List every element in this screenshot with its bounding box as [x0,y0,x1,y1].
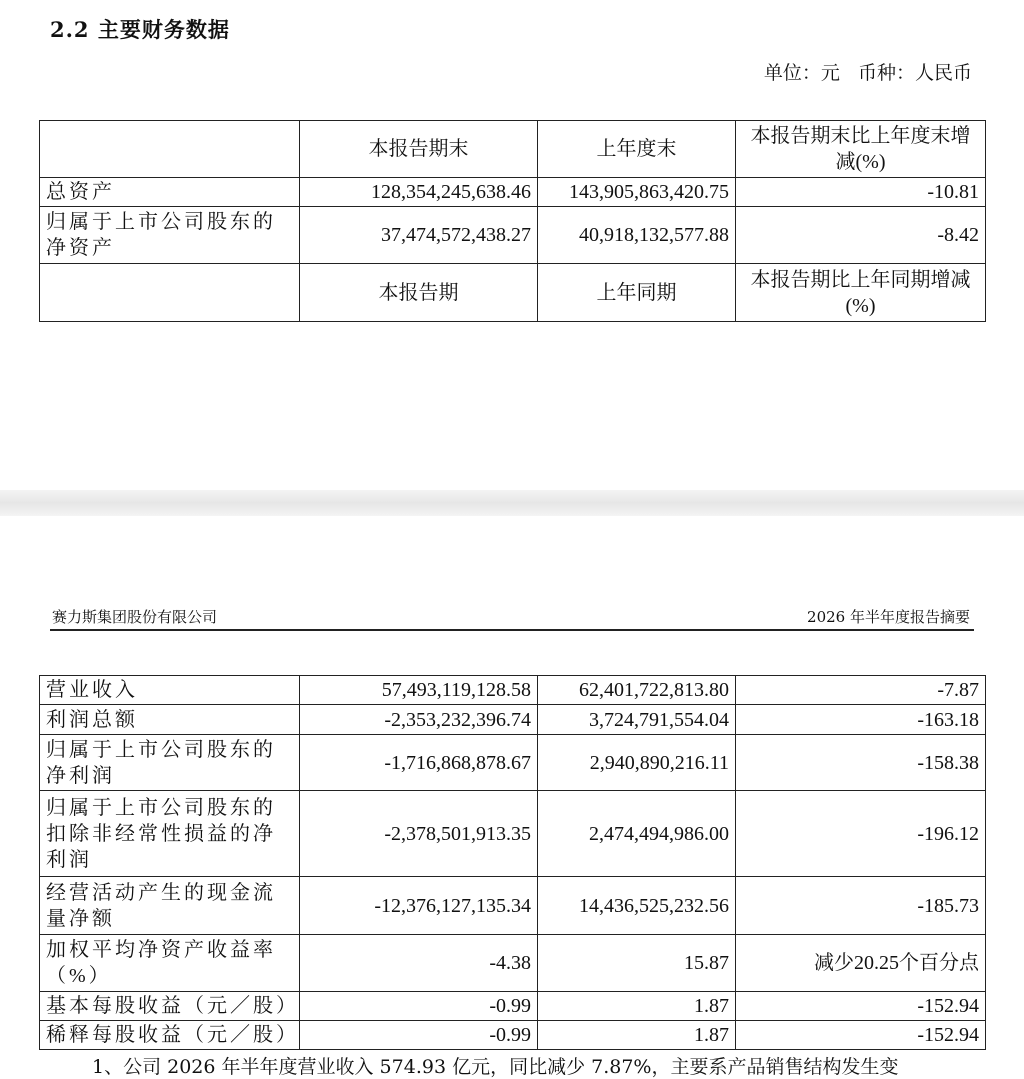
table-row [40,676,986,705]
header-rule [50,629,974,631]
cell-value: -0.99 [300,992,538,1021]
table-row [40,935,986,992]
cell-value: -7.87 [736,676,986,705]
table-header-cell: 本报告期末 [300,121,538,178]
financial-table-balance [39,120,986,322]
company-name: 赛力斯集团股份有限公司 [52,608,218,626]
row-label: 经营活动产生的现金流量净额 [40,877,300,935]
cell-value: 62,401,722,813.80 [538,676,736,705]
cell-value: 2,474,494,986.00 [538,791,736,877]
cell-value: -196.12 [736,791,986,877]
cell-value: 37,474,572,438.27 [300,207,538,264]
table-header-cell [40,121,300,178]
row-label: 加权平均净资产收益率（%） [40,935,300,992]
cell-value: 143,905,863,420.75 [538,178,736,207]
table-header-cell: 上年度末 [538,121,736,178]
currency-unit-note: 单位：元 币种：人民币 [763,62,972,84]
page-break-divider [0,490,1024,516]
cell-value: -0.99 [300,1021,538,1050]
cell-value: -12,376,127,135.34 [300,877,538,935]
table-header-cell: 上年同期 [538,264,736,322]
cell-value: 减少20.25个百分点 [736,935,986,992]
table-row [40,735,986,791]
table-row [40,705,986,735]
table-header-cell: 本报告期 [300,264,538,322]
table-header-row [40,121,986,178]
cell-value: 128,354,245,638.46 [300,178,538,207]
cell-value: -152.94 [736,992,986,1021]
financial-table-income [39,675,986,1050]
cell-value: -152.94 [736,1021,986,1050]
cell-value: -2,378,501,913.35 [300,791,538,877]
cell-value: 3,724,791,554.04 [538,705,736,735]
cell-value: -2,353,232,396.74 [300,705,538,735]
cell-value: 2,940,890,216.11 [538,735,736,791]
cell-value: 1.87 [538,992,736,1021]
cell-value: -8.42 [736,207,986,264]
cell-value: -158.38 [736,735,986,791]
section-title: 2.2 主要财务数据 [50,17,230,42]
table-header-cell [40,264,300,322]
table-row [40,992,986,1021]
table-row [40,207,986,264]
cell-value: -163.18 [736,705,986,735]
cell-value: -10.81 [736,178,986,207]
cell-value: -185.73 [736,877,986,935]
table-row [40,1021,986,1050]
cell-value: -1,716,868,878.67 [300,735,538,791]
cell-value: 40,918,132,577.88 [538,207,736,264]
cell-value: 15.87 [538,935,736,992]
table-row [40,877,986,935]
table-row [40,791,986,877]
footnote-text: 1、公司 2026 年半年度营业收入 574.93 亿元，同比减少 7.87%，主要系产品销售结构发生变 [92,1056,899,1078]
row-label: 总资产 [40,178,300,207]
row-label: 归属于上市公司股东的净利润 [40,735,300,791]
cell-value: 57,493,119,128.58 [300,676,538,705]
table-header-cell: 本报告期比上年同期增减(%) [736,264,986,322]
cell-value: 14,436,525,232.56 [538,877,736,935]
cell-value: -4.38 [300,935,538,992]
row-label: 归属于上市公司股东的扣除非经常性损益的净利润 [40,791,300,877]
row-label: 稀释每股收益（元／股） [40,1021,300,1050]
row-label: 基本每股收益（元／股） [40,992,300,1021]
report-title: 2026 年半年度报告摘要 [807,608,970,626]
table-header-cell: 本报告期末比上年度末增减(%) [736,121,986,178]
table-row [40,178,986,207]
row-label: 归属于上市公司股东的净资产 [40,207,300,264]
table-header-row [40,264,986,322]
cell-value: 1.87 [538,1021,736,1050]
row-label: 营业收入 [40,676,300,705]
row-label: 利润总额 [40,705,300,735]
